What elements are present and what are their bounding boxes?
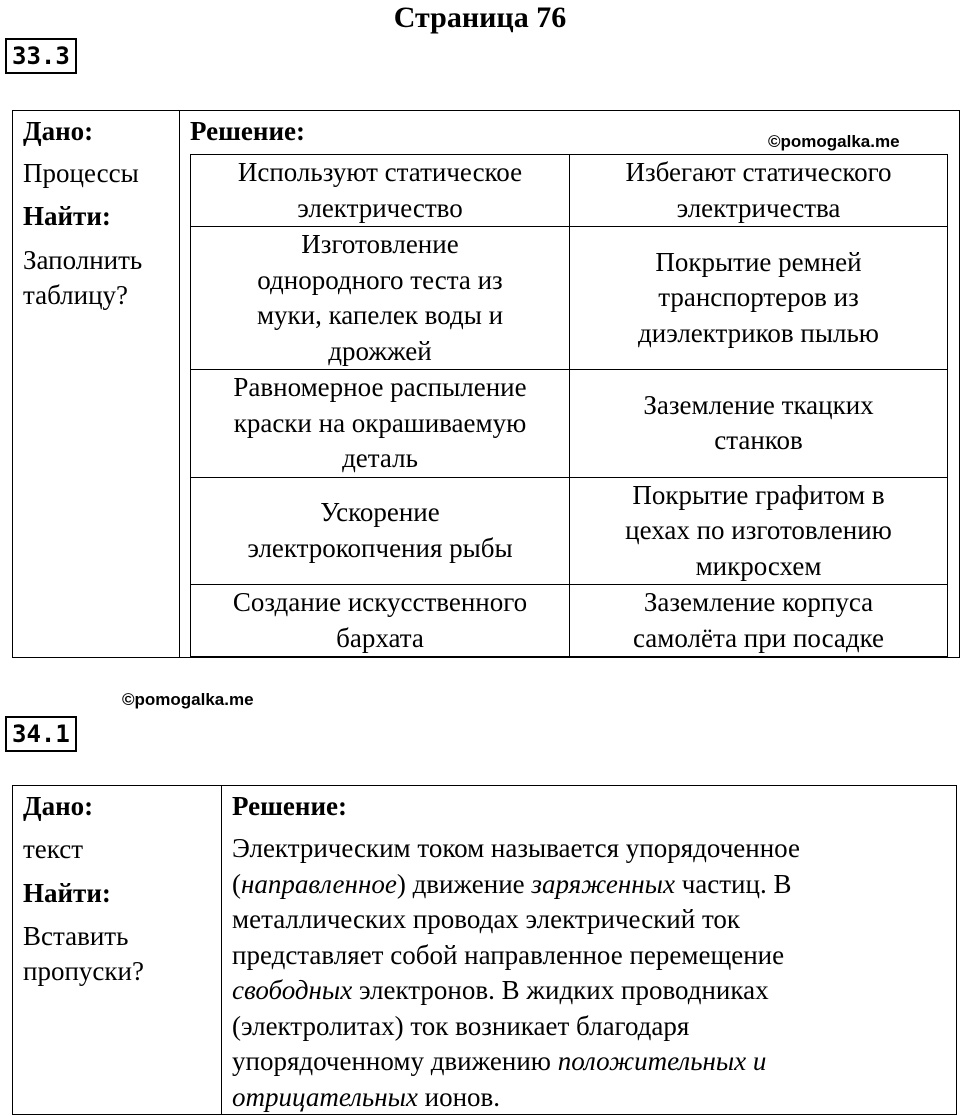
solution-line: [232, 867, 952, 903]
cell-line: деталь: [342, 443, 418, 473]
solution-label: Решение:: [232, 791, 347, 821]
solution-line: [232, 973, 952, 1009]
cell-line: Покрытие графитом в: [632, 479, 885, 510]
cell-line: самолёта при посадке: [632, 622, 885, 653]
table-header-row: [191, 155, 948, 227]
solution-italic-fragment: положительных и: [557, 1046, 767, 1076]
cell-line: дрожжей: [328, 335, 432, 366]
cell-line: микросхем: [695, 550, 822, 581]
solution-fragment: (: [232, 868, 241, 899]
solution-fragment: (электролитах) ток возникает благодаря: [232, 1010, 690, 1041]
task-number-34-1: 34.1: [5, 716, 77, 752]
find-value-line-1: Вставить: [23, 921, 129, 951]
solution-line: [232, 938, 952, 974]
solution-fragment: ) движение: [396, 868, 532, 899]
table-row: [191, 370, 948, 478]
find-value-line-2: таблицу?: [23, 280, 129, 310]
header-use-static: [191, 155, 570, 227]
table-row: [191, 477, 948, 585]
solution-line: [232, 1080, 952, 1116]
solution-fragment: упорядоченному движению: [232, 1046, 558, 1076]
cell-line: электричества: [676, 192, 841, 223]
table-cell: [191, 477, 570, 585]
cell-line: станков: [714, 425, 803, 456]
find-value-line-2: пропуски?: [23, 956, 144, 986]
cell-line: Изготовление: [301, 229, 459, 259]
table-cell: [570, 370, 948, 478]
table-cell: [191, 585, 570, 657]
table-cell: [570, 477, 948, 585]
solution-italic-fragment: отрицательных: [232, 1081, 418, 1112]
cell-line: электрокопчения рыбы: [247, 532, 513, 563]
find-label: Найти:: [23, 878, 111, 908]
find-label: Найти:: [23, 201, 111, 231]
solution-label: Решение:: [190, 116, 305, 146]
table-cell: [191, 227, 570, 370]
solution-fragment: ионов.: [417, 1081, 501, 1112]
solution-line: [232, 831, 952, 867]
table-cell: [570, 585, 948, 657]
solution-fragment: металлических проводах электрический ток: [232, 904, 741, 934]
solution-line: [232, 1009, 952, 1045]
processes-table: [190, 154, 948, 657]
cell-line: цехах по изготовлению: [625, 515, 892, 545]
cell-line: диэлектриков пылью: [638, 317, 879, 348]
given-value: текст: [23, 834, 84, 864]
watermark: ©pomogalka.me: [768, 132, 900, 151]
solution-line: [232, 902, 952, 938]
table-cell: [570, 227, 948, 370]
solution-italic-fragment: направленное: [241, 868, 397, 899]
cell-line: Заземление корпуса: [643, 587, 874, 617]
table-row: [191, 585, 948, 657]
cell-line: Равномерное распыление: [233, 372, 527, 402]
table-row: [191, 227, 948, 370]
cell-line: краски на окрашиваемую: [233, 407, 527, 438]
cell-line: Ускорение: [320, 497, 440, 528]
solution-text: [232, 831, 952, 1115]
given-value: Процессы: [23, 158, 139, 188]
solution-line: [232, 1044, 952, 1080]
given-label: Дано:: [23, 116, 94, 146]
cell-line: Создание искусственного: [232, 587, 528, 617]
cell-line: электричество: [297, 192, 463, 223]
cell-line: муки, капелек воды и: [256, 300, 504, 330]
cell-line: Заземление ткацких: [643, 389, 874, 420]
page-title: Страница 76: [393, 1, 567, 34]
column-divider: [221, 785, 222, 1115]
task-number-33-3: 33.3: [5, 38, 77, 74]
solution-italic-fragment: свободных: [232, 975, 353, 1005]
cell-line: Избегают статического: [625, 157, 892, 187]
solution-fragment: частиц. В: [674, 868, 792, 899]
cell-line: однородного теста из: [257, 264, 503, 295]
solution-fragment: Электрическим током называется упорядоченное: [232, 833, 800, 863]
watermark: ©pomogalka.me: [122, 690, 254, 709]
cell-line: бархата: [336, 622, 424, 653]
cell-line: Покрытие ремней: [655, 246, 862, 277]
header-avoid-static: [570, 155, 948, 227]
solution-fragment: представляет собой направленное перемещение: [232, 939, 785, 970]
table-cell: [191, 370, 570, 478]
column-divider: [179, 110, 180, 658]
find-value-line-1: Заполнить: [23, 245, 143, 275]
solution-fragment: электронов. В жидких проводниках: [352, 975, 769, 1005]
given-label: Дано:: [23, 791, 94, 821]
cell-line: транспортеров из: [658, 282, 859, 313]
solution-italic-fragment: заряженных: [531, 868, 675, 899]
cell-line: Используют статическое: [237, 157, 523, 187]
